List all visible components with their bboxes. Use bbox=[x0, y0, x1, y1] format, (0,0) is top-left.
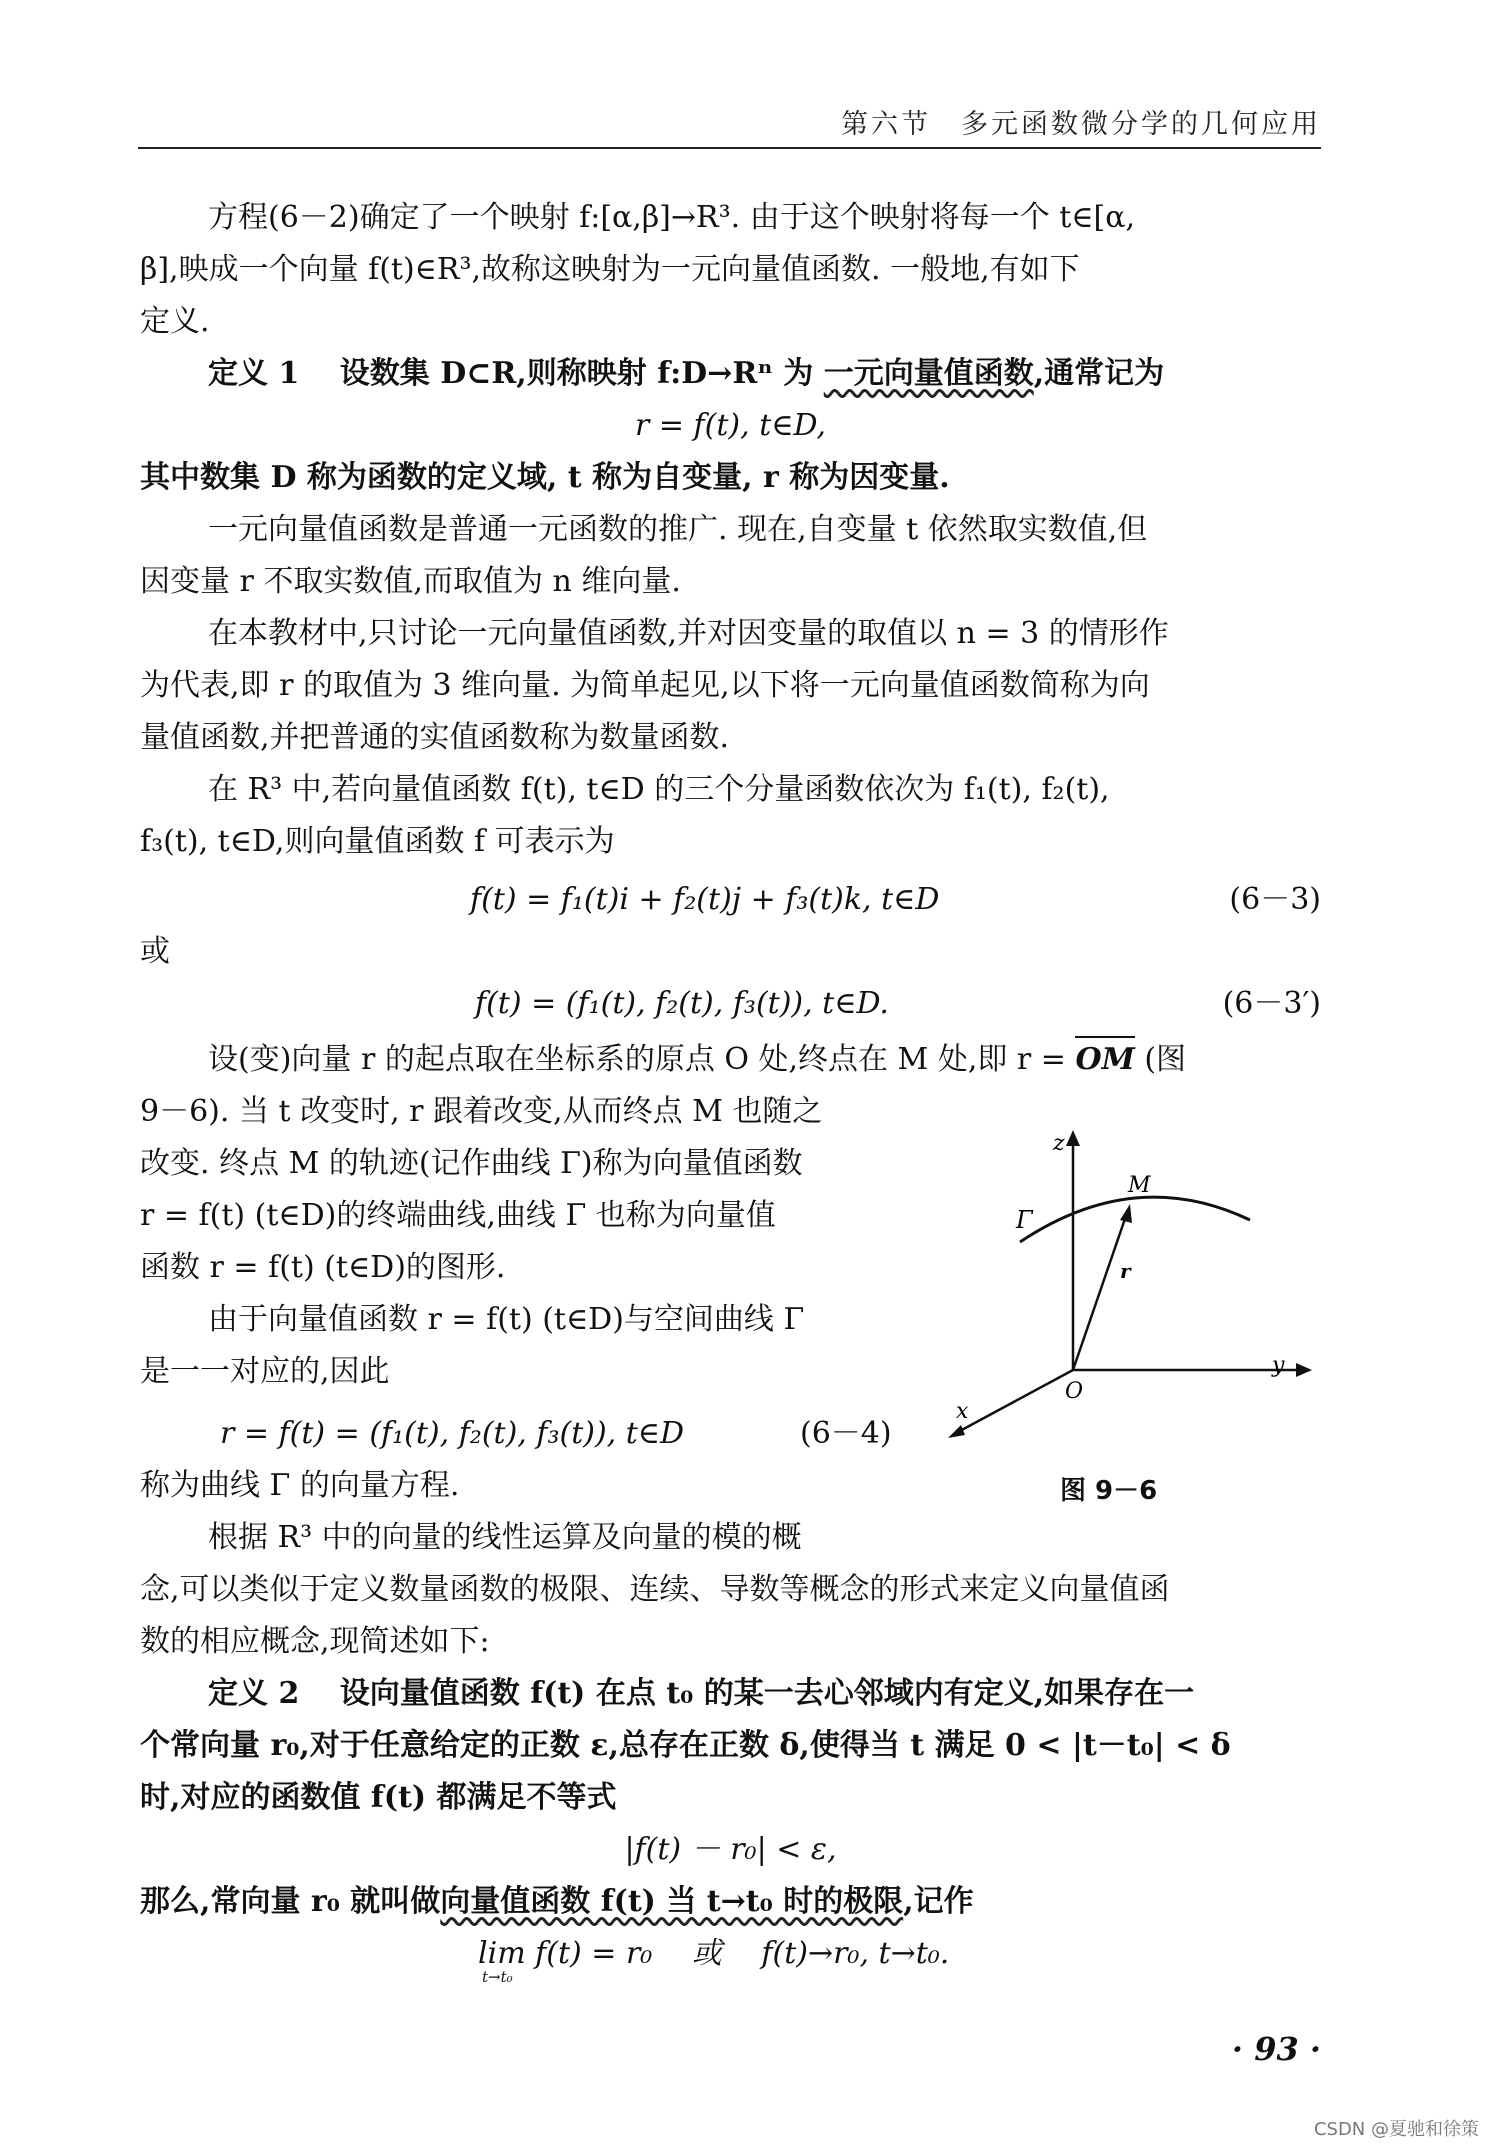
def2-line1-text: 设向量值函数 f(t) 在点 t₀ 的某一去心邻域内有定义,如果存在一 bbox=[339, 1676, 1195, 1711]
running-header bbox=[0, 92, 1491, 152]
origin-label: O bbox=[1065, 1379, 1084, 1404]
para2-line1: 一元向量值函数是普通一元函数的推广. 现在,自变量 t 依然取实数值,但 bbox=[208, 512, 1148, 547]
equation-6-4-number: (6－4) bbox=[800, 1416, 892, 1451]
para4-line1: 在 R³ 中,若向量值函数 f(t), t∈D 的三个分量函数依次为 f₁(t), f₂(t), bbox=[208, 772, 1110, 807]
def2-line4 bbox=[140, 1882, 974, 1922]
vector-r-label: r bbox=[1120, 1259, 1131, 1283]
definition-2-line1 bbox=[208, 1674, 1194, 1714]
equation-6-4: r = f(t) = (f₁(t), f₂(t), f₃(t)), t∈D bbox=[220, 1416, 685, 1451]
para3-line3: 量值函数,并把普通的实值函数称为数量函数. bbox=[140, 720, 730, 755]
curve-gamma bbox=[1020, 1197, 1250, 1242]
def1-text-after: ,通常记为 bbox=[1033, 356, 1165, 391]
para7-line1: 根据 R³ 中的向量的线性运算及向量的模的概 bbox=[208, 1520, 802, 1555]
def2-line3: 时,对应的函数值 f(t) 都满足不等式 bbox=[140, 1780, 617, 1815]
x-label: x bbox=[956, 1399, 969, 1424]
def1-term: 一元向量值函数 bbox=[823, 356, 1034, 391]
def2-label: 定义 2 bbox=[208, 1676, 300, 1711]
para2-line2: 因变量 r 不取实数值,而取值为 n 维向量. bbox=[140, 564, 681, 599]
para3-line1: 在本教材中,只讨论一元向量值函数,并对因变量的取值以 n = 3 的情形作 bbox=[208, 616, 1169, 651]
para1-line3: 定义. bbox=[140, 304, 210, 339]
header-title: 第六节 多元函数微分学的几何应用 bbox=[841, 109, 1321, 140]
def2-term: 向量值函数 f(t) 当 t→t₀ 时的极限 bbox=[440, 1884, 904, 1919]
para5-line4: r = f(t) (t∈D)的终端曲线,曲线 Γ 也称为向量值 bbox=[140, 1198, 776, 1233]
def2-line4-before: 那么,常向量 r₀ 就叫做 bbox=[140, 1884, 441, 1919]
para5-line3: 改变. 终点 M 的轨迹(记作曲线 Γ)称为向量值函数 bbox=[140, 1146, 803, 1181]
watermark: CSDN @夏驰和徐策 bbox=[1313, 2119, 1479, 2140]
para6-line2: 是一一对应的,因此 bbox=[140, 1354, 390, 1389]
definition-1-line1 bbox=[208, 354, 1164, 394]
para1-line1: 方程(6－2)确定了一个映射 f:[α,β]→R³. 由于这个映射将每一个 t∈[α, bbox=[208, 200, 1135, 235]
figure-caption: 图 9－6 bbox=[1060, 1476, 1158, 1506]
def2-inequality: |f(t) － r₀| < ε, bbox=[624, 1832, 837, 1867]
para7-line3: 数的相应概念,现简述如下: bbox=[140, 1624, 490, 1659]
page-number: · 93 · bbox=[1231, 2030, 1321, 2068]
para7-line2: 念,可以类似于定义数量函数的极限、连续、导数等概念的形式来定义向量值函 bbox=[140, 1572, 1170, 1607]
para4-line2: f₃(t), t∈D,则向量值函数 f 可表示为 bbox=[140, 824, 615, 859]
limit-subscript: t→t₀ bbox=[482, 1968, 513, 1986]
para5-line5: 函数 r = f(t) (t∈D)的图形. bbox=[140, 1250, 506, 1285]
y-label: y bbox=[1272, 1353, 1285, 1378]
z-axis-arrow bbox=[1066, 1130, 1080, 1146]
equation-6-3-prime-number: (6－3′) bbox=[1222, 986, 1321, 1021]
equation-6-3-prime: f(t) = (f₁(t), f₂(t), f₃(t)), t∈D. bbox=[475, 986, 889, 1021]
para5-line1-a: 设(变)向量 r 的起点取在坐标系的原点 O 处,终点在 M 处,即 r = bbox=[208, 1042, 1076, 1077]
equation-6-3-number: (6－3) bbox=[1229, 882, 1321, 917]
gamma-label: Γ bbox=[1016, 1206, 1033, 1234]
para6-line1: 由于向量值函数 r = f(t) (t∈D)与空间曲线 Γ bbox=[208, 1302, 805, 1337]
def2-line2: 个常向量 r₀,对于任意给定的正数 ε,总存在正数 δ,使得当 t 满足 0 < |t－t₀| < δ bbox=[140, 1728, 1231, 1763]
y-axis-arrow bbox=[1296, 1363, 1312, 1377]
def1-line2: 其中数集 D 称为函数的定义域, t 称为自变量, r 称为因变量. bbox=[140, 460, 950, 495]
para5-line2: 9－6). 当 t 改变时, r 跟着改变,从而终点 M 也随之 bbox=[140, 1094, 823, 1129]
vector-arrow bbox=[1075, 1036, 1134, 1038]
para5-line1-b: (图 bbox=[1134, 1042, 1187, 1077]
x-axis bbox=[958, 1370, 1073, 1432]
def2-line4-after: ,记作 bbox=[903, 1884, 974, 1919]
def1-text-before: 设数集 D⊂R,则称映射 f:D→Rⁿ 为 bbox=[339, 356, 814, 391]
vector-r bbox=[1073, 1210, 1128, 1370]
def1-formula: r = f(t), t∈D, bbox=[635, 408, 826, 443]
header-rule bbox=[138, 147, 1321, 149]
def2-limit-expression: lim f(t) = r₀ 或 f(t)→r₀, t→t₀. bbox=[478, 1936, 950, 1971]
vector-om: OM bbox=[1075, 1042, 1134, 1077]
or-text: 或 bbox=[140, 934, 170, 969]
para3-line2: 为代表,即 r 的取值为 3 维向量. 为简单起见,以下将一元向量值函数简称为向 bbox=[140, 668, 1150, 703]
figure-9-6 bbox=[920, 1110, 1340, 1470]
para6-after: 称为曲线 Γ 的向量方程. bbox=[140, 1468, 460, 1503]
x-axis-arrow bbox=[948, 1425, 965, 1438]
equation-6-3: f(t) = f₁(t)i + f₂(t)j + f₃(t)k, t∈D bbox=[470, 882, 940, 917]
point-m-label: M bbox=[1128, 1173, 1151, 1198]
para1-line2: β],映成一个向量 f(t)∈R³,故称这映射为一元向量值函数. 一般地,有如下 bbox=[140, 252, 1080, 287]
def1-label: 定义 1 bbox=[208, 356, 300, 391]
vector-r-arrow bbox=[1120, 1204, 1132, 1223]
z-label: z bbox=[1053, 1131, 1065, 1156]
para5-line1 bbox=[208, 1040, 1186, 1080]
